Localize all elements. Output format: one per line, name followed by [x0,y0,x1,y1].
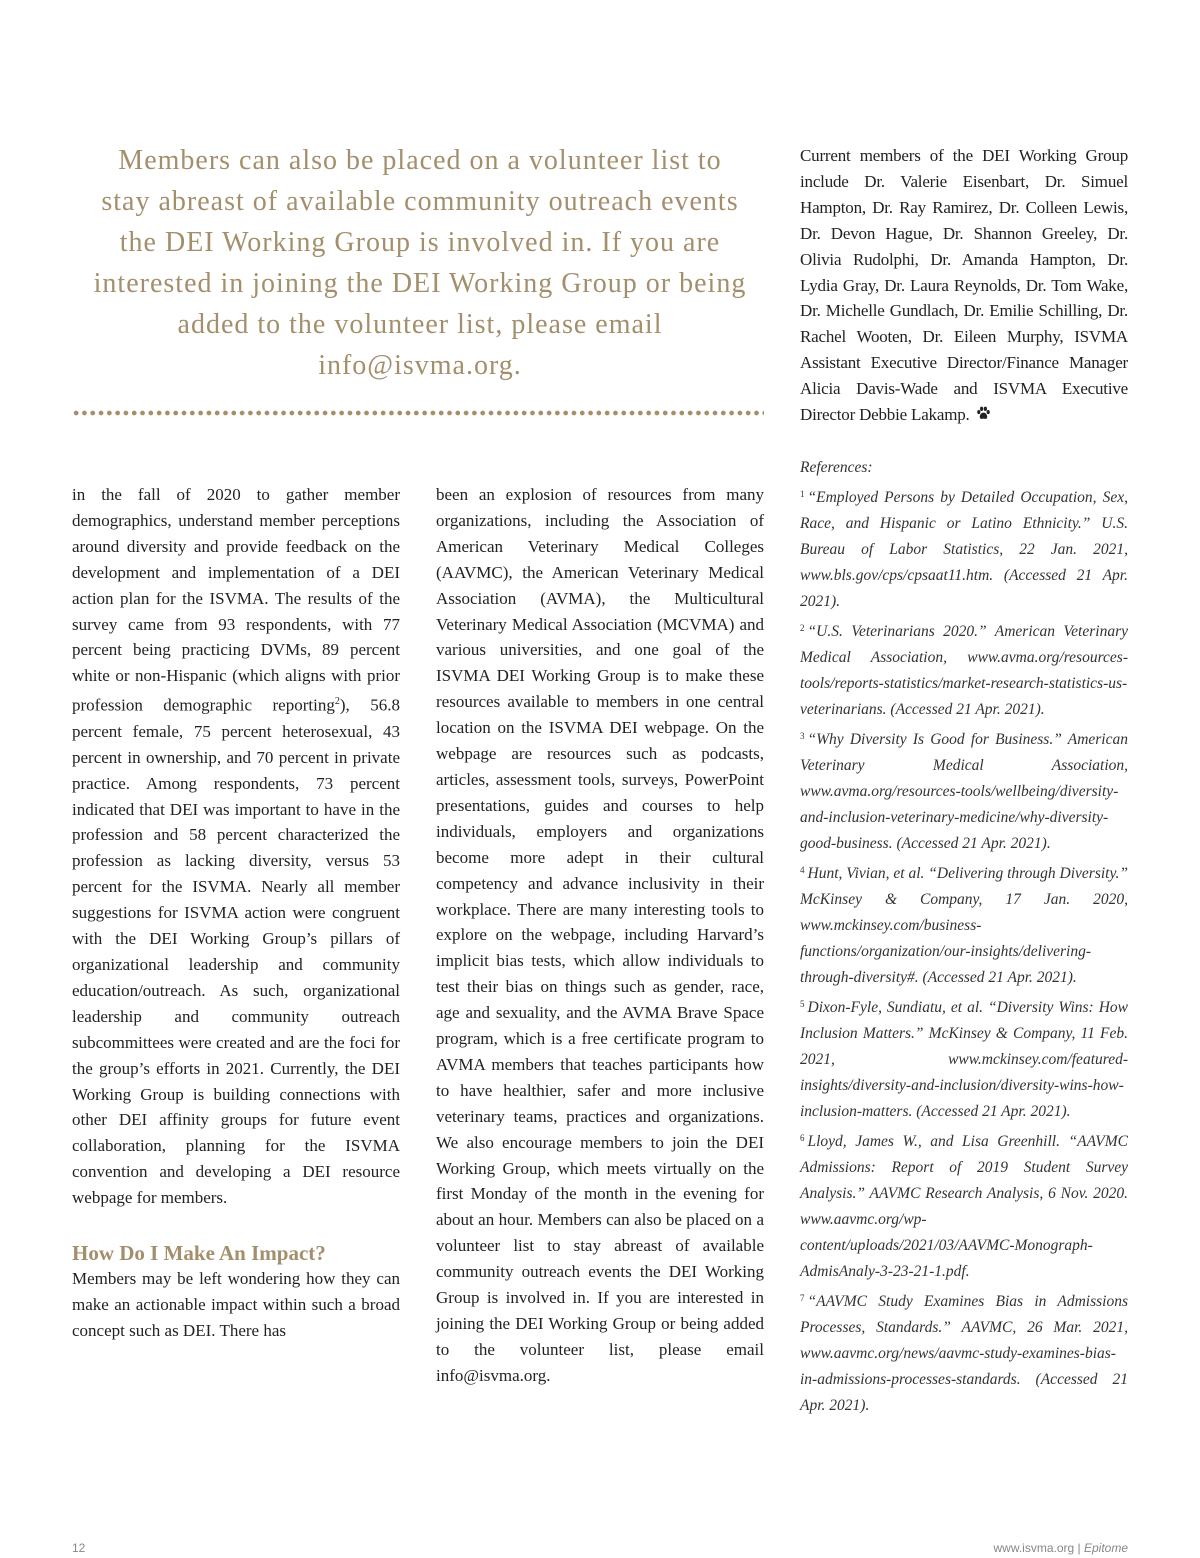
reference-text: “AAVMC Study Examines Bias in Admissions Processes, Standards.” AAVMC, 26 Mar. 2021, www.aavmc.org/news/aavmc-study-examines-bias-in-admissions-processes-standards. (Accessed 21 Apr. 2021). [800,1293,1128,1414]
publication-name: Epitome [1083,1541,1128,1555]
reference-item [800,481,1128,615]
body-paragraph [72,482,400,1211]
reference-text: “Why Diversity Is Good for Business.” American Veterinary Medical Association, www.avma.org/resources-tools/wellbeing/diversity-and-inclusion-veterinary-medicine/why-diversity-good-business. (Accessed 21 Apr. 2021). [800,731,1128,852]
body-paragraph: been an explosion of resources from many organizations, including the Association of American Veterinary Medical Colleges (AAVMC), the American Veterinary Medical Association (AVMA), the Multicultural Veterinary Medical Association (MCVMA) and various universities, and one goal of the ISVMA DEI Working Group is to make these resources available to members in one central location on the ISVMA DEI webpage. On the webpage are resources such as podcasts, articles, assessment tools, surveys, PowerPoint presentations, guides and courses to help individuals, employers and organizations become more adept in their cultural competency and advance inclusivity in their workplace. There are many interesting tools to explore on the webpage, including Harvard’s implicit bias tests, which allow individuals to test their bias on things such as gender, race, age and sexuality, and the AVMA Brave Space program, which is a free certificate program to AVMA members that teaches participants how to have healthier, safer and more inclusive veterinary teams, practices and organizations. We also encourage members to join the DEI Working Group, which meets virtually on the first Monday of the month in the evening for about an hour. Members can also be placed on a volunteer list to stay abreast of available community outreach events the DEI Working Group is involved in. If you are interested in joining the DEI Working Group or being added to the volunteer list, please email info@isvma.org. [436,485,764,1385]
reference-item [800,615,1128,723]
reference-text: “Employed Persons by Detailed Occupation, Sex, Race, and Hispanic or Latino Ethnicity.” U.S. Bureau of Labor Statistics, 22 Jan. 2021, www.bls.gov/cps/cpsaat11.htm. (Accessed 21 Apr. 2021). [800,489,1128,610]
members-text: Current members of the DEI Working Group include Dr. Valerie Eisenbart, Dr. Simuel Hampton, Dr. Ray Ramirez, Dr. Colleen Lewis, Dr. Devon Hague, Dr. Shannon Greeley, Dr. Olivia Rudolphi, Dr. Amanda Hampton, Dr. Lydia Gray, Dr. Laura Reynolds, Dr. Tom Wake, Dr. Michelle Gundlach, Dr. Emilie Schilling, Dr. Rachel Wooten, Dr. Eileen Murphy, ISVMA Assistant Executive Director/Finance Manager Alicia Davis-Wade and ISVMA Executive Director Debbie Lakamp. [800,146,1128,425]
pull-quote: Members can also be placed on a volunteer list to stay abreast of available community outreach events the DEI Working Group is involved in. If you are interested in joining the DEI Working Group or being added to the volunteer list, please email info@isvma.org. [93,145,747,381]
column-2 [436,482,764,1389]
reference-number: 5 [800,999,805,1009]
column-3 [800,143,1128,428]
reference-text: Dixon-Fyle, Sundiatu, et al. “Diversity Wins: How Inclusion Matters.” McKinsey & Company, 11 Feb. 2021, www.mckinsey.com/featured-insights/diversity-and-inclusion/diversity-wins-how-inclusion-matters. (Accessed 21 Apr. 2021). [800,999,1128,1120]
column-1 [72,482,400,1344]
references-title: References: [800,459,873,476]
site-url: www.isvma.org [993,1541,1075,1555]
reference-number: 3 [800,731,805,741]
body-text: ), 56.8 percent female, 75 percent heterosexual, 43 percent in ownership, and 70 percent in private practice. Among respondents, 73 percent indicated that DEI was important to have in the profession and 58 percent characterized the profession as lacking diversity, versus 53 percent for the ISVMA. Nearly all member suggestions for ISVMA action were congruent with the DEI Working Group’s pillars of organizational leadership and community education/outreach. As such, organizational leadership and community outreach subcommittees were created and are the foci for the group’s efforts in 2021. Currently, the DEI Working Group is building connections with other DEI affinity groups for future event collaboration, planning for the ISVMA convention and developing a DEI resource webpage for members. [72,695,400,1208]
reference-text: Lloyd, James W., and Lisa Greenhill. “AAVMC Admissions: Report of 2019 Student Survey Analysis.” AAVMC Research Analysis, 6 Nov. 2020. www.aavmc.org/wp-content/uploads/2021/03/AAVMC-Monograph-AdmisAnaly-3-23-21-1.pdf. [800,1133,1128,1280]
footer-site [993,1541,1128,1555]
body-text: in the fall of 2020 to gather member demographics, understand member perceptions around diversity and provide feedback on the development and implementation of a DEI action plan for the ISVMA. The results of the survey came from 93 respondents, with 77 percent being practicing DVMs, 89 percent white or non-Hispanic (which aligns with prior profession demographic reporting [72,485,400,715]
footnote-marker: 2 [334,696,340,708]
reference-number: 6 [800,1133,805,1143]
reference-text: Hunt, Vivian, et al. “Delivering through Diversity.” McKinsey & Company, 17 Jan. 2020, www.mckinsey.com/business-functions/organization/our-insights/delivering-through-diversity#. (Accessed 21 Apr. 2021). [800,865,1128,986]
reference-item [800,1125,1128,1285]
reference-item [800,1285,1128,1419]
members-paragraph [800,143,1128,428]
reference-number: 4 [800,865,805,875]
reference-number: 7 [800,1293,805,1303]
page-number: 12 [72,1541,86,1555]
reference-item [800,991,1128,1125]
reference-text: “U.S. Veterinarians 2020.” American Veterinary Medical Association, www.avma.org/resources-tools/reports-statistics/market-research-statistics-us-veterinarians. (Accessed 21 Apr. 2021). [800,623,1128,718]
footer-separator: | [1074,1541,1084,1555]
reference-item [800,723,1128,857]
reference-number: 1 [800,489,805,499]
reference-number: 2 [800,623,805,633]
reference-item [800,857,1128,991]
paw-print-icon [976,406,991,421]
references [800,455,1128,1419]
section-subhead: How Do I Make An Impact? [72,1241,326,1266]
body-paragraph: Members may be left wondering how they can make an actionable impact within such a broad concept such as DEI. There has [72,1269,400,1340]
dotted-divider [72,409,764,417]
